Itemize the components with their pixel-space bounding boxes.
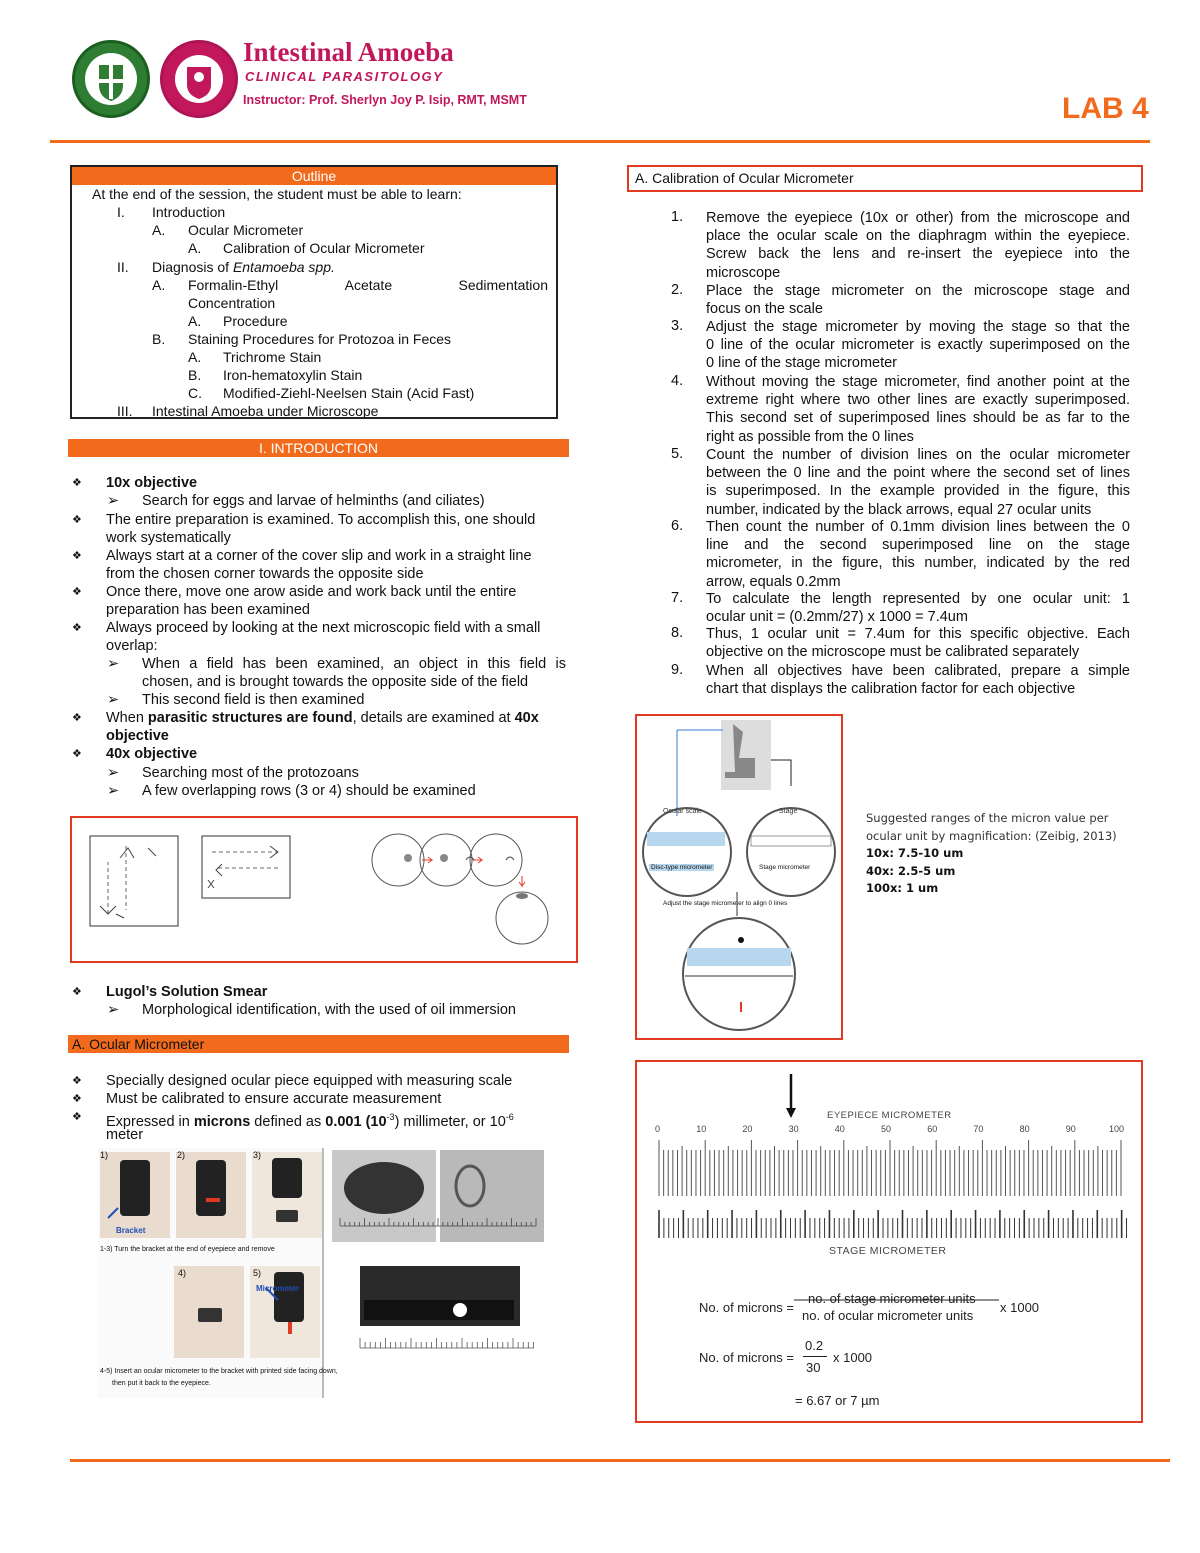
outline-item: Calibration of Ocular Micrometer	[223, 240, 425, 256]
ocular-bullet	[106, 1108, 514, 1131]
formula-result: = 6.67 or 7 µm	[795, 1393, 880, 1408]
step-line: line and the second superimposed line on the stage	[706, 537, 1130, 554]
outline-item: Intestinal Amoeba under Microscope	[152, 403, 379, 419]
calibration-diagram-drawing	[637, 716, 841, 1038]
micrometer-photos	[330, 1148, 546, 1398]
lugol-label: Lugol’s Solution Smear	[106, 984, 268, 1000]
ocular-scale-label: Ocular scale	[663, 808, 702, 815]
eyepiece-photo-grid	[98, 1148, 338, 1398]
ocular-bold: 0.001 (10	[325, 1113, 387, 1130]
arrow-bullet-icon: ➢	[107, 493, 120, 509]
outline-marker: B.	[188, 367, 202, 383]
ocular-text: ) millimeter, or 10	[394, 1113, 506, 1130]
objective-10x-label: 10x objective	[106, 475, 198, 491]
arrow-bullet-icon: ➢	[107, 692, 120, 708]
intro-bullet-line: from the chosen corner towards the opposite side	[106, 566, 424, 582]
micrometer-label: Micrometer	[256, 1284, 300, 1293]
intro-bullet-line: work systematically	[106, 530, 231, 546]
formula2-denominator: 30	[806, 1360, 821, 1375]
diamond-bullet-icon: ❖	[72, 586, 82, 598]
range-40x: 40x: 2.5-5 um	[866, 863, 956, 878]
arrow-bullet-icon: ➢	[107, 656, 120, 672]
step-line: 0 line of the stage micrometer	[706, 355, 898, 372]
suggested-line: Suggested ranges of the micron value per	[866, 811, 1109, 825]
diamond-bullet-icon: ❖	[72, 986, 82, 998]
eyepiece-tick-label: 40	[834, 1124, 845, 1134]
step-line: place the ocular scale on the diaphragm within the eyepiece.	[706, 228, 1130, 245]
micrometer-scale-figure	[635, 1060, 1143, 1423]
outline-marker: I.	[117, 204, 125, 220]
intro-bullet-line: Always start at a corner of the cover slip and work in a straight line	[106, 548, 532, 564]
eyepiece-tick-label: 80	[1019, 1124, 1030, 1134]
lugol-sub: Morphological identification, with the used of oil immersion	[142, 1002, 516, 1018]
suggested-line: ocular unit by magnification: (Zeibig, 2013)	[866, 828, 1117, 843]
outline-marker: A.	[188, 349, 202, 365]
intro-bullet-line	[106, 709, 539, 727]
outline-item: Modified-Ziehl-Neelsen Stain (Acid Fast)	[223, 385, 475, 401]
photo-caption: 4-5) Insert an ocular micrometer to the bracket with printed side facing down,	[100, 1368, 338, 1375]
scanning-pattern-figure	[70, 816, 578, 963]
photo-step-label: 1)	[100, 1150, 109, 1160]
eyepiece-tick-label: 90	[1065, 1124, 1076, 1134]
step-line: extreme right where two other lines are exactly superimposed.	[706, 392, 1130, 409]
step-number: 1.	[671, 209, 684, 225]
step-line: Thus, 1 ocular unit = 7.4um for this specific objective. Each	[706, 626, 1130, 642]
outline-item: Introduction	[152, 204, 226, 220]
step-line: right as possible from the 0 lines	[706, 428, 914, 445]
objective-40x-sub: Searching most of the protozoans	[142, 765, 359, 781]
outline-item: Procedure	[223, 313, 288, 329]
ocular-bold: microns	[193, 1113, 251, 1130]
formula-denominator: no. of ocular micrometer units	[802, 1308, 974, 1323]
outline-item-word: Formalin-Ethyl	[188, 277, 279, 293]
photo-step-label: 5)	[253, 1268, 262, 1278]
bracket-label: Bracket	[116, 1226, 146, 1235]
outline-item: Trichrome Stain	[223, 349, 322, 365]
micrometer-photos-drawing	[330, 1148, 546, 1398]
diamond-bullet-icon: ❖	[72, 1093, 82, 1105]
intro-sub-line: This second field is then examined	[142, 692, 365, 708]
diamond-bullet-icon: ❖	[72, 514, 82, 526]
eyepiece-tick-label: 0	[655, 1124, 661, 1134]
ocular-bullet: Must be calibrated to ensure accurate measurement	[106, 1091, 442, 1107]
suggested-ranges	[866, 810, 1117, 898]
outline-item: Staining Procedures for Protozoa in Feces	[188, 331, 452, 347]
intro-text: , details are examined at	[352, 710, 515, 726]
outline-item-word: Sedimentation	[458, 277, 548, 293]
range-100x: 100x: 1 um	[866, 881, 939, 895]
stage-micrometer-label: STAGE MICROMETER	[829, 1245, 947, 1257]
intro-sub-line: When a field has been examined, an object in this field is	[142, 656, 566, 672]
intro-bullet-line: Always proceed by looking at the next microscopic field with a small	[106, 620, 541, 636]
calibration-diagram	[635, 714, 843, 1040]
step-line: arrow, equals 0.2mm	[706, 573, 841, 590]
step-line: is superimposed. In the example provided in the figure, this	[706, 483, 1130, 500]
outline-item: Ocular Micrometer	[188, 222, 304, 238]
eyepiece-tick-label: 70	[973, 1124, 984, 1134]
step-line: Remove the eyepiece (10x or other) from the microscope and	[706, 210, 1130, 226]
intro-bullet-line: preparation has been examined	[106, 602, 310, 618]
step-line: ocular unit = (0.2mm/27) x 1000 = 7.4um	[706, 609, 968, 626]
intro-bold: 40x	[514, 710, 539, 726]
intro-bold: parasitic structures are found	[147, 710, 353, 726]
step-line: 0 line of the ocular micrometer is exactly superimposed on the	[706, 337, 1130, 354]
outline-item-word: Acetate	[344, 277, 393, 293]
diamond-bullet-icon: ❖	[72, 477, 82, 489]
stage-label: Stage	[779, 808, 798, 815]
footer-rule	[70, 1459, 1170, 1462]
step-line: Adjust the stage micrometer by moving the stage so that the	[706, 319, 1130, 335]
step-line: objective on the microscope must be calibrated separately	[706, 644, 1080, 661]
outline-marker: C.	[188, 385, 202, 401]
intro-sub-line: chosen, and is brought towards the opposite side of the field	[142, 674, 529, 690]
photo-caption: 1-3) Turn the bracket at the end of eyepiece and remove	[100, 1246, 275, 1253]
intro-bullet-line: The entire preparation is examined. To accomplish this, one should	[106, 512, 536, 528]
photo-step-label: 3)	[253, 1150, 262, 1160]
eyepiece-tick-label: 30	[788, 1124, 799, 1134]
outline-item	[188, 276, 548, 294]
diamond-bullet-icon: ❖	[72, 1075, 82, 1087]
formula-lhs: No. of microns =	[699, 1300, 795, 1315]
formula2-rule	[803, 1356, 827, 1357]
eyepiece-photos-drawing	[98, 1148, 324, 1398]
outline-marker: III.	[117, 403, 133, 419]
outline-item-italic: Entamoeba spp.	[232, 259, 335, 275]
eyepiece-micrometer-label: EYEPIECE MICROMETER	[827, 1110, 952, 1121]
eyepiece-tick-label: 100	[1109, 1124, 1125, 1134]
objective-40x-sub: A few overlapping rows (3 or 4) should be examined	[142, 783, 476, 799]
step-line: This second set of superimposed lines should be as far to the	[706, 410, 1130, 427]
step-number: 6.	[671, 518, 684, 534]
intro-bullet-line: Once there, move one arow aside and work back until the entire	[106, 584, 517, 600]
outline-item-text: Diagnosis of	[152, 259, 233, 275]
document-title: Intestinal Amoeba	[243, 37, 454, 67]
step-line: To calculate the length represented by one ocular unit: 1	[706, 591, 1130, 607]
diamond-bullet-icon: ❖	[72, 622, 82, 634]
step-number: 2.	[671, 282, 684, 298]
outline-marker: A.	[152, 277, 166, 293]
adjust-label: Adjust the stage micrometer to align 0 lines	[663, 900, 788, 907]
arrow-bullet-icon: ➢	[107, 765, 120, 781]
step-number: 7.	[671, 590, 684, 606]
outline-item: Concentration	[188, 295, 276, 311]
intro-bullet-line: objective	[106, 728, 169, 744]
outline-marker: A.	[188, 313, 202, 329]
introduction-heading: I. INTRODUCTION	[68, 439, 569, 457]
step-number: 5.	[671, 446, 684, 462]
outline-item	[152, 258, 335, 276]
formula-numerator: no. of stage micrometer units	[808, 1291, 976, 1306]
diamond-bullet-icon: ❖	[72, 1111, 82, 1123]
formula2-multiplier: x 1000	[833, 1350, 873, 1365]
outline-marker: A.	[152, 222, 166, 238]
stage-micrometer-label: Stage micrometer	[759, 864, 811, 871]
step-line: Count the number of division lines on the ocular micrometer	[706, 447, 1130, 463]
university-seal-icon	[75, 43, 147, 115]
outline-marker: II.	[117, 259, 129, 275]
photo-caption: then put it back to the eyepiece.	[112, 1380, 211, 1387]
step-line: focus on the scale	[706, 301, 823, 318]
ocular-micrometer-heading: A. Ocular Micrometer	[68, 1035, 569, 1053]
outline-marker: A.	[188, 240, 202, 256]
range-10x: 10x: 7.5-10 um	[866, 846, 964, 860]
step-line: Then count the number of 0.1mm division lines between the 0	[706, 519, 1130, 535]
arrow-bullet-icon: ➢	[107, 1002, 120, 1018]
intro-text: When	[106, 710, 148, 726]
arrow-bullet-icon: ➢	[107, 783, 120, 799]
photo-step-label: 2)	[177, 1150, 186, 1160]
header-rule	[50, 140, 1150, 143]
step-line: micrometer, in the figure, this number, indicated by the red	[706, 555, 1130, 572]
college-seal-logo	[160, 40, 238, 118]
college-seal-icon	[163, 43, 235, 115]
ocular-bullet: meter	[106, 1127, 144, 1143]
diamond-bullet-icon: ❖	[72, 748, 82, 760]
eyepiece-tick-label: 60	[927, 1124, 938, 1134]
intro-bullet-line: overlap:	[106, 638, 158, 654]
step-number: 4.	[671, 373, 684, 389]
eyepiece-tick-label: 20	[742, 1124, 753, 1134]
step-line: between the 0 line and the point where the second set of lines	[706, 465, 1130, 482]
photo-step-label: 4)	[178, 1268, 187, 1278]
lab-number: LAB 4	[1062, 92, 1149, 125]
formula-multiplier: x 1000	[1000, 1300, 1040, 1315]
outline-intro: At the end of the session, the student must be able to learn:	[92, 186, 462, 202]
eyepiece-tick-label: 50	[881, 1124, 892, 1134]
step-line: number, indicated by the black arrows, equal 27 ocular units	[706, 501, 1092, 518]
calibration-heading: A. Calibration of Ocular Micrometer	[627, 165, 1143, 192]
eyepiece-tick-label: 10	[696, 1124, 707, 1134]
step-line: chart that displays the calibration factor for each objective	[706, 681, 1076, 698]
step-number: 3.	[671, 318, 684, 334]
step-number: 9.	[671, 662, 684, 678]
step-number: 8.	[671, 625, 684, 641]
step-line: Place the stage micrometer on the microscope stage and	[706, 283, 1130, 299]
document-subtitle: CLINICAL PARASITOLOGY	[245, 69, 444, 84]
instructor-line: Instructor: Prof. Sherlyn Joy P. Isip, RMT, MSMT	[243, 93, 527, 107]
objective-40x-label: 40x objective	[106, 746, 198, 762]
step-line: Screw back the lens and re-insert the eyepiece into the	[706, 246, 1130, 263]
ocular-text: Expressed in	[106, 1113, 194, 1130]
formula2-numerator: 0.2	[805, 1338, 824, 1353]
step-line: microscope	[706, 264, 781, 281]
ocular-exponent: -3	[386, 1112, 395, 1122]
outline-marker: B.	[152, 331, 166, 347]
ocular-text: defined as	[250, 1113, 326, 1130]
ocular-bullet: Specially designed ocular piece equipped with measuring scale	[106, 1073, 513, 1089]
formula2-lhs: No. of microns =	[699, 1350, 795, 1365]
ocular-exponent: -6	[505, 1112, 514, 1122]
objective-10x-sub: Search for eggs and larvae of helminths (and ciliates)	[142, 493, 485, 509]
step-line: When all objectives have been calibrated, prepare a simple	[706, 663, 1130, 679]
disc-type-label: Disc-type micrometer	[651, 864, 713, 871]
diamond-bullet-icon: ❖	[72, 550, 82, 562]
step-line: Without moving the stage micrometer, find another point at the	[706, 374, 1130, 390]
scanning-pattern-drawing	[72, 818, 576, 961]
outline-heading: Outline	[72, 167, 556, 185]
diamond-bullet-icon: ❖	[72, 712, 82, 724]
outline-item: Iron-hematoxylin Stain	[223, 367, 363, 383]
university-seal-logo	[72, 40, 150, 118]
